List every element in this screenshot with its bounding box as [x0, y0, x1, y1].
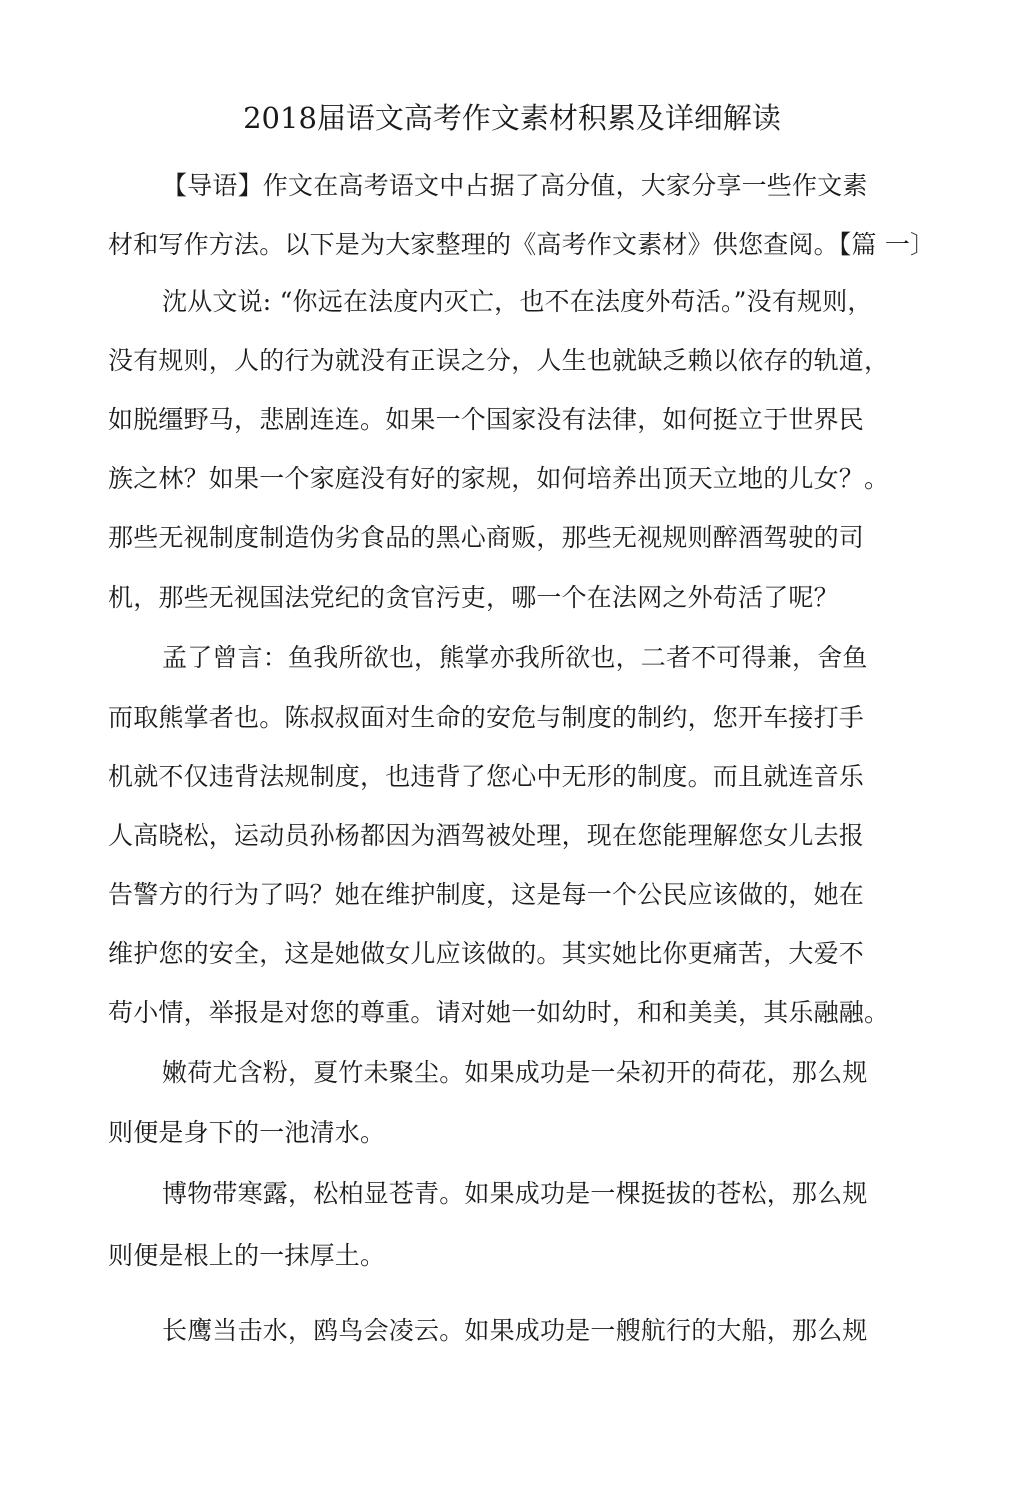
text-line: 而取熊掌者也。陈叔叔面对生命的安危与制度的制约，您开车接打手 [108, 703, 865, 732]
text-line: 嫩荷尤含粉，夏竹未聚尘。如果成功是一朵初开的荷花，那么规 [162, 1058, 868, 1087]
text-line: 苟小情，举报是对您的尊重。请对她一如幼时，和和美美，其乐融融。 [108, 998, 890, 1027]
text-line: 那些无视制度制造伪劣食品的黑心商贩，那些无视规则醉酒驾驶的司 [108, 523, 865, 552]
text-line: 材和写作方法。以下是为大家整理的《高考作文素材》供您查阅。【篇 一〕 [108, 230, 936, 259]
text-line: 没有规则，人的行为就没有正误之分，人生也就缺乏赖以依存的轨道， [108, 346, 890, 375]
text-line: 沈从文说: “你远在法度内灭亡，也不在法度外苟活。”没有规则， [162, 287, 873, 316]
text-line: 则便是根上的一抹厚土。 [108, 1241, 386, 1270]
text-line: 维护您的安全，这是她做女儿应该做的。其实她比你更痛苦，大爱不 [108, 939, 865, 968]
text-line: 机就不仅违背法规制度，也违背了您心中无形的制度。而且就连音乐 [108, 762, 865, 791]
text-line: 人高晓松，运动员孙杨都因为酒驾被处理，现在您能理解您女儿去报 [108, 821, 865, 850]
text-line: 族之林？如果一个家庭没有好的家规，如何培养出顶天立地的儿女？。 [108, 464, 890, 493]
document-title: 2018届语文高考作文素材积累及详细解读 [243, 101, 781, 135]
text-line: 【导语】作文在高考语文中占据了高分值，大家分享一些作文素 [162, 171, 868, 200]
text-line: 长鹰当击水，鸥鸟会凌云。如果成功是一艘航行的大船，那么规 [162, 1316, 868, 1345]
text-line: 如脱缰野马，悲剧连连。如果一个国家没有法律，如何挺立于世界民 [108, 405, 865, 434]
text-line: 则便是身下的一池清水。 [108, 1118, 386, 1147]
text-line: 孟了曾言：鱼我所欲也，熊掌亦我所欲也，二者不可得兼，舍鱼 [162, 643, 868, 672]
text-line: 告警方的行为了吗？她在维护制度，这是每一个公民应该做的，她在 [108, 880, 865, 909]
text-line: 机，那些无视国法党纪的贪官污吏，哪一个在法网之外苟活了呢？ [108, 583, 839, 612]
text-line: 博物带寒露，松柏显苍青。如果成功是一棵挺拔的苍松，那么规 [162, 1179, 868, 1208]
